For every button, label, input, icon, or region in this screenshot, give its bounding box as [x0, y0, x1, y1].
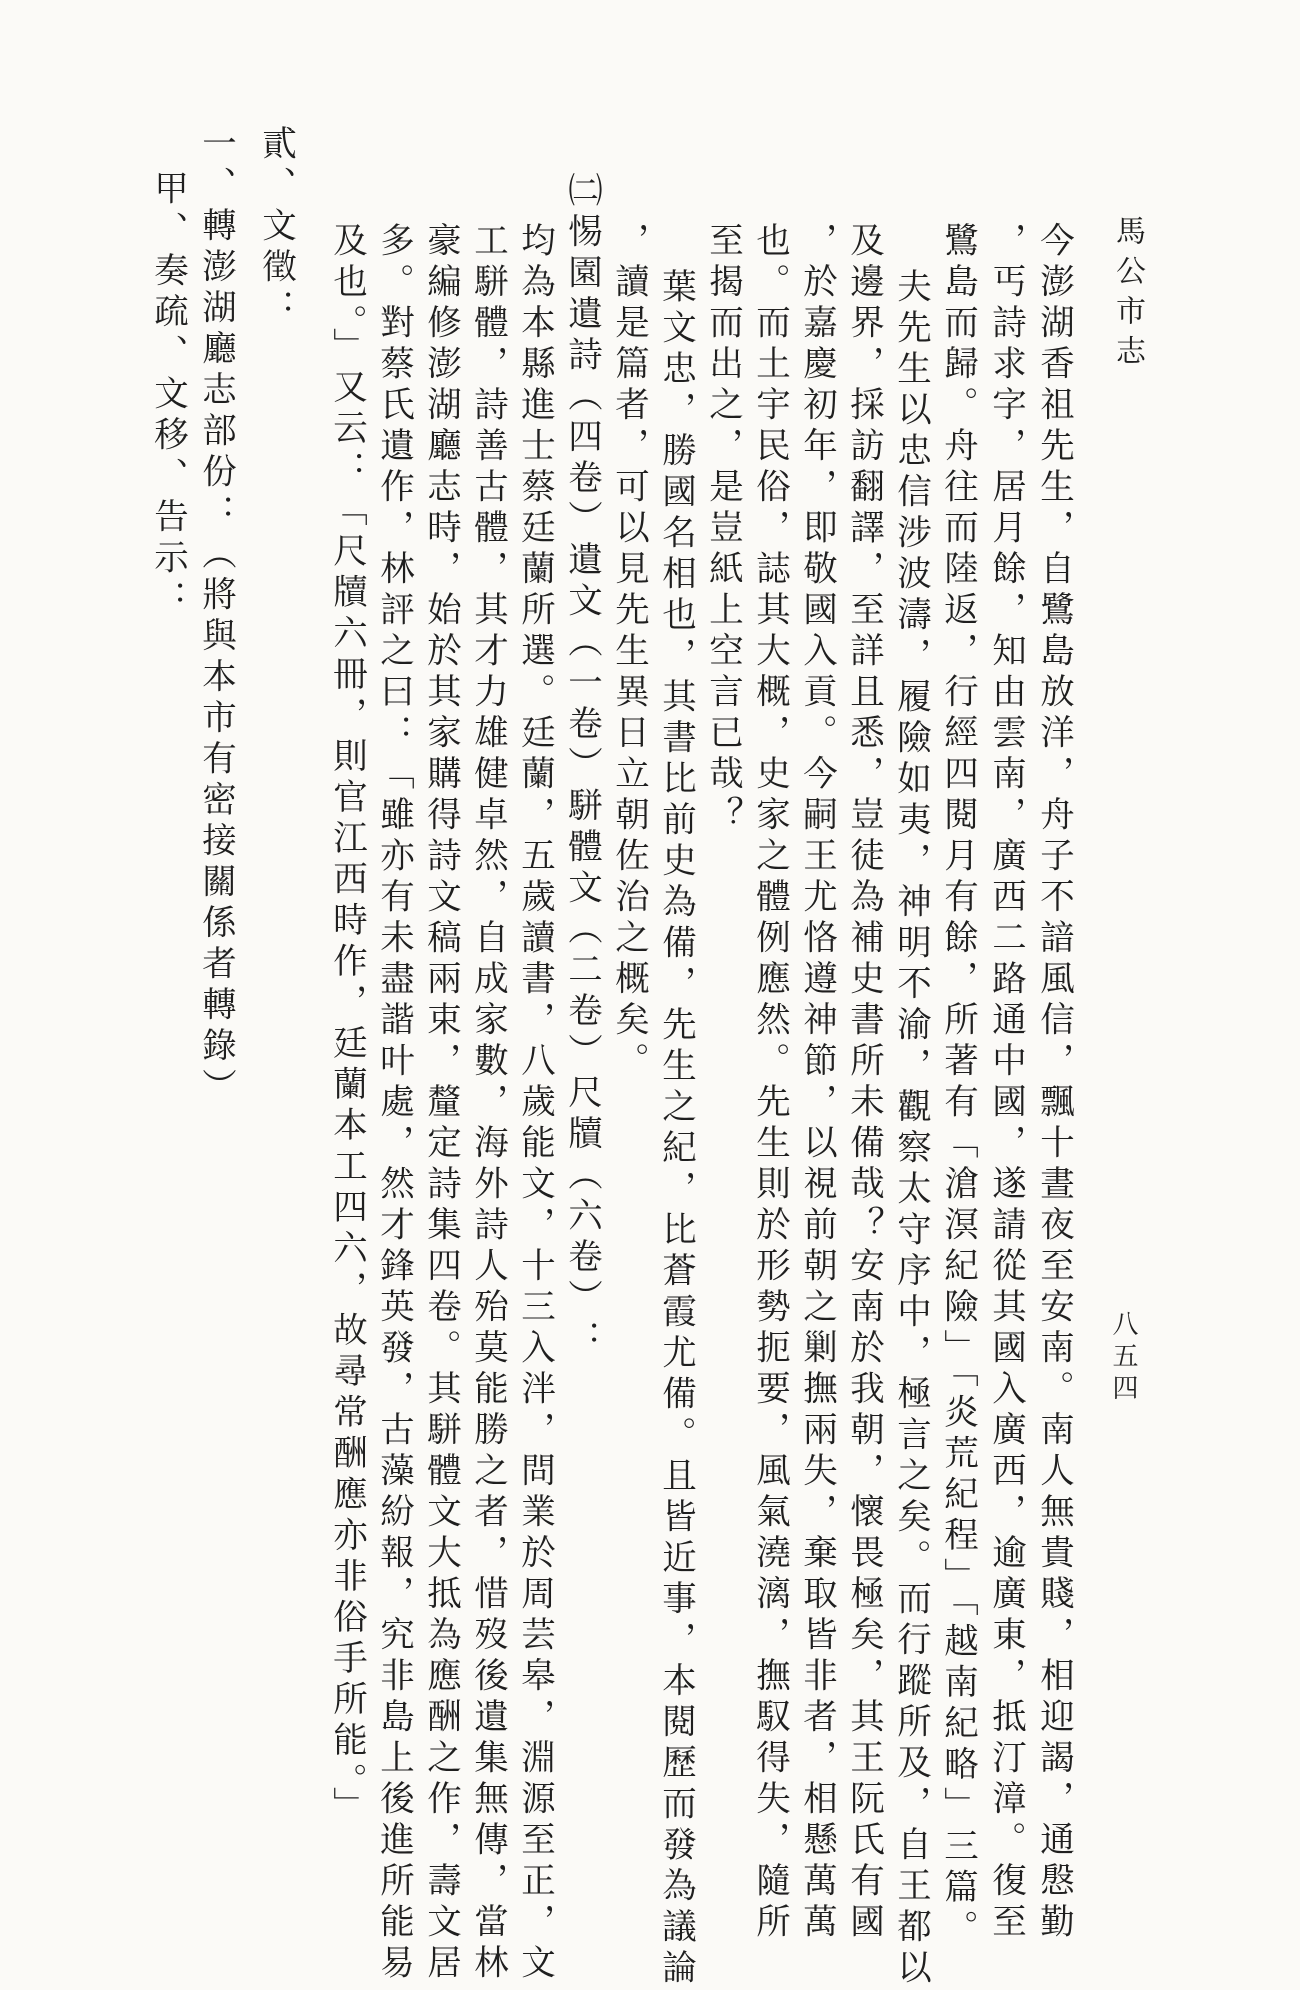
text-column-10: ，讀是篇者，可以見先生異日立朝佐治之概矣。 [608, 222, 649, 1083]
part-heading: 貳、文徵： [255, 125, 296, 330]
section-heading-2: ㈡惕園遺詩（四卷）遺文（一卷）駢體文（二卷）尺牘（六卷）： [561, 172, 602, 1361]
text-column-2: ，丐詩求字，居月餘，知由雲南，廣西二路通中國，遂請從其國入廣西，逾廣東，抵汀漳。復至 [985, 222, 1026, 1944]
category-heading: 甲、奏疏、文移、告示： [147, 170, 188, 621]
text-column-7: 也。而土宇民俗，誌其大概，史家之體例應然。先生則於形勢扼要，風氣澆漓，撫馭得失，隨所 [749, 222, 790, 1944]
page-number: 八五四 [1108, 1310, 1138, 1406]
text-column-1: 今澎湖香祖先生，自鷺島放洋，舟子不諳風信，飄十晝夜至安南。南人無貴賤，相迎謁，通慇勤 [1033, 222, 1074, 1944]
text-column-5: 及邊界，採訪翻譯，至詳且悉，豈徒為補史書所未備哉？安南於我朝，懷畏極矣，其王阮氏有國 [843, 222, 884, 1944]
text-column-3: 鷺島而歸。舟往而陸返，行經四閱月有餘，所著有「滄溟紀險」「炎荒紀程」「越南紀略」三篇。 [937, 222, 978, 1951]
text-column-8: 至揭而出之，是豈紙上空言已哉？ [702, 222, 743, 837]
text-column-16: 及也。」又云：「尺牘六冊，則官江西時作，廷蘭本工四六，故尋常酬應亦非俗手所能。」 [326, 222, 367, 1828]
text-column-15: 多。對蔡氏遺作，林評之曰：「雖亦有未盡諧叶處，然才鋒英發，古藻紛報，究非島上後進所能易 [373, 222, 414, 1985]
text-column-12: 均為本縣進士蔡廷蘭所選。廷蘭，五歲讀書，八歲能文，十三入泮，問業於周芸皋，淵源至正，文 [514, 222, 555, 1985]
running-head-title: 馬公市志 [1110, 215, 1145, 375]
text-column-6: ，於嘉慶初年，即敬國入貢。今嗣王尤恪遵神節，以視前朝之剿撫兩失，棄取皆非者，相懸萬萬 [796, 222, 837, 1944]
text-column-4: 夫先生以忠信涉波濤，履險如夷，神明不渝，觀察太守序中，極言之矣。而行蹤所及，自王都以 [890, 268, 931, 1990]
text-column-14: 豪編修澎湖廳志時，始於其家購得詩文稿兩束，釐定詩集四卷。其駢體文大抵為應酬之作，壽文居 [420, 222, 461, 1985]
text-column-9: 葉文忠，勝國名相也，其書比前史為備，先生之紀，比蒼霞尤備。且皆近事，本閱歷而發為議論 [655, 268, 696, 1990]
subsection-heading: 一、轉澎湖廳志部份：（將與本市有密接關係者轉錄） [195, 125, 236, 1109]
text-column-13: 工駢體，詩善古體，其才力雄健卓然，自成家數，海外詩人殆莫能勝之者，惜歿後遺集無傳，當林 [467, 222, 508, 1985]
